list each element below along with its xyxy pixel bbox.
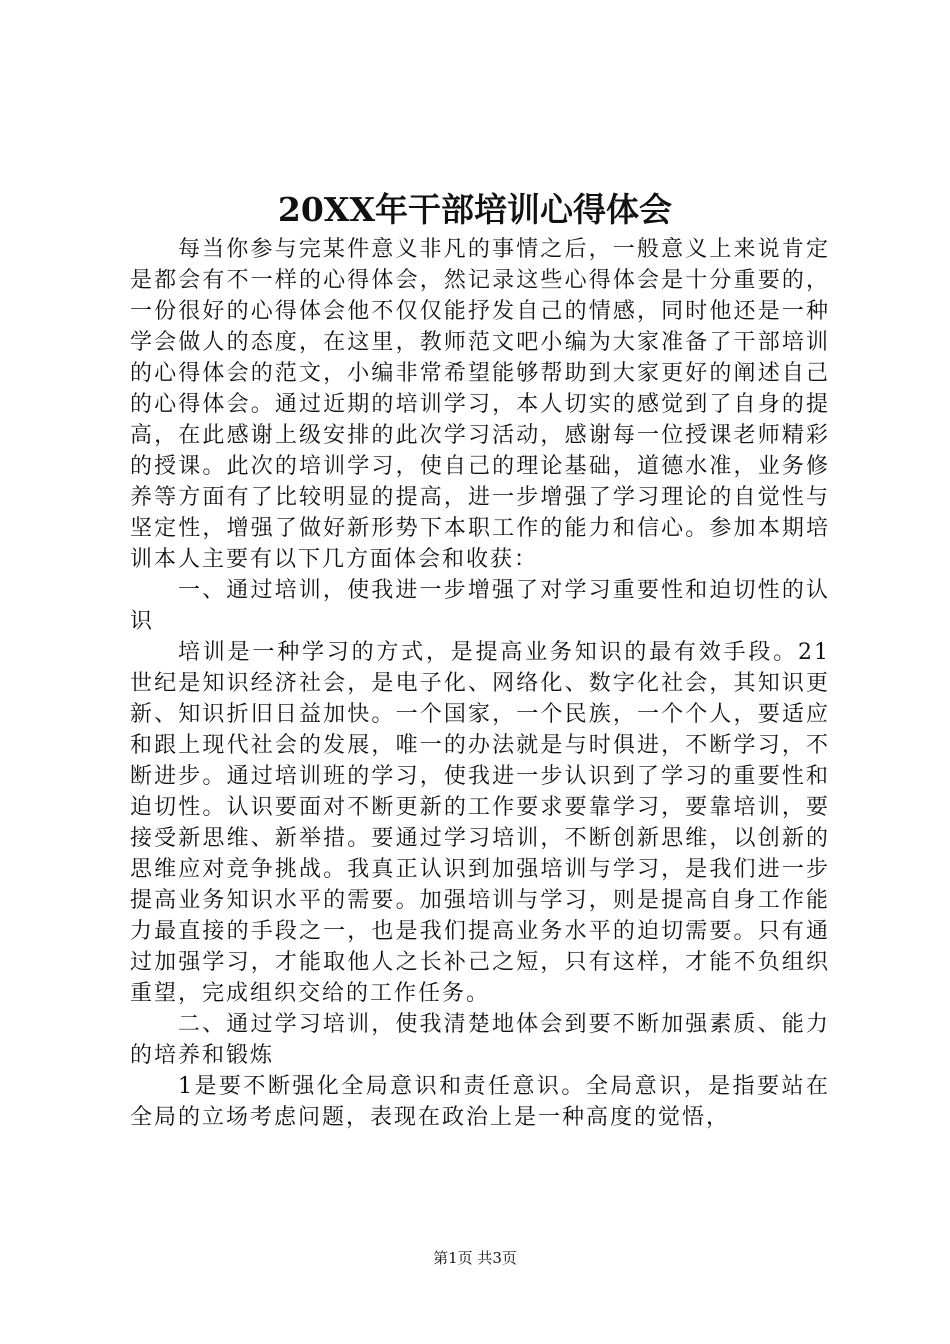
document-title: 20XX年干部培训心得体会 — [277, 190, 673, 229]
document-body — [130, 234, 830, 1133]
section-heading-1: 一、通过培训，使我进一步增强了对学习重要性和迫切性的认识 — [130, 578, 830, 634]
section-heading-2: 二、通过学习培训，使我清楚地体会到要不断加强素质、能力的培养和锻炼 — [130, 1012, 830, 1068]
paragraph-section-1: 培训是一种学习的方式，是提高业务知识的最有效手段。21世纪是知识经济社会，是电子化、网络化、数字化社会，其知识更新、知识折旧日益加快。一个国家，一个民族，一个个人，要适应和跟上现代社会的发展，唯一的办法就是与时俱进，不断学习，不断进步。通过培训班的学习，使我进一步认识到了学习的重要性和迫切性。认识要面对不断更新的工作要求要靠学习，要靠培训，要接受新思维、新举措。要通过学习培训，不断创新思维，以创新的思维应对竞争挑战。我真正认识到加强培训与学习，是我们进一步提高业务知识水平的需要。加强培训与学习，则是提高自身工作能力最直接的手段之一，也是我们提高业务水平的迫切需要。只有通过加强学习，才能取他人之长补己之短，只有这样，才能不负组织重望，完成组织交给的工作任务。 — [130, 640, 830, 1006]
page-footer: 第1页 共3页 — [433, 1249, 517, 1267]
paragraph-intro: 每当你参与完某件意义非凡的事情之后，一般意义上来说肯定是都会有不一样的心得体会，然记录这些心得体会是十分重要的，一份很好的心得体会他不仅仅能抒发自己的情感，同时他还是一种学会做人的态度，在这里，教师范文吧小编为大家准备了干部培训的心得体会的范文，小编非常希望能够帮助到大家更好的阐述自己的心得体会。通过近期的培训学习，本人切实的感觉到了自身的提高，在此感谢上级安排的此次学习活动，感谢每一位授课老师精彩的授课。此次的培训学习，使自己的理论基础，道德水准，业务修养等方面有了比较明显的提高，进一步增强了学习理论的自觉性与坚定性，增强了做好新形势下本职工作的能力和信心。参加本期培训本人主要有以下几方面体会和收获： — [130, 237, 830, 572]
paragraph-section-2: 1是要不断强化全局意识和责任意识。全局意识，是指要站在全局的立场考虑问题，表现在政治上是一种高度的觉悟， — [130, 1074, 830, 1130]
